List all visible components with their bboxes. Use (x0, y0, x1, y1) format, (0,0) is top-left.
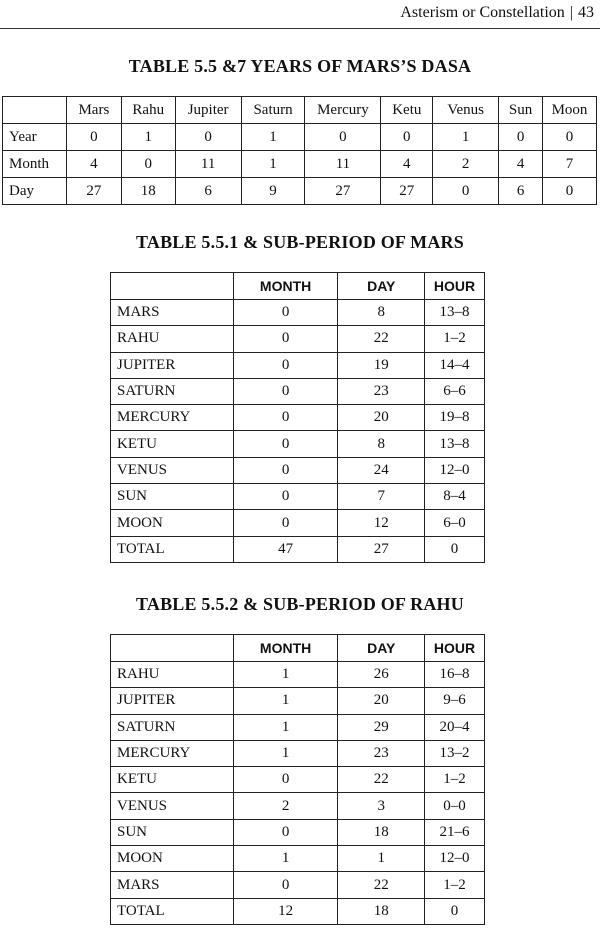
table-row (111, 326, 485, 352)
table-cell: 1 (241, 124, 305, 151)
table-cell: 1 (241, 151, 305, 178)
day-cell: 22 (338, 326, 425, 352)
hour-cell: 13–8 (425, 300, 485, 326)
hour-cell: 16–8 (425, 662, 485, 688)
table-cell: 18 (121, 178, 175, 205)
month-cell: 0 (233, 378, 338, 404)
day-cell: 3 (338, 793, 425, 819)
planet-name: SATURN (111, 378, 234, 404)
table-row (111, 793, 485, 819)
total-row (111, 536, 485, 562)
column-header: Mercury (305, 97, 381, 124)
table-row (111, 740, 485, 766)
planet-name: MERCURY (111, 740, 234, 766)
table-cell: 0 (121, 151, 175, 178)
page-number: 43 (578, 4, 594, 21)
table-cell: 4 (66, 151, 121, 178)
dasa-header-row (3, 97, 597, 124)
mars-sub-period-table (110, 272, 485, 563)
hour-cell: 6–6 (425, 378, 485, 404)
total-label: TOTAL (111, 536, 234, 562)
month-cell: 0 (233, 431, 338, 457)
table-cell: 2 (433, 151, 499, 178)
month-cell: 0 (233, 819, 338, 845)
table-5-5-1-title: TABLE 5.5.1 & SUB-PERIOD OF MARS (136, 232, 464, 252)
column-header: Venus (433, 97, 499, 124)
table-row (111, 405, 485, 431)
month-cell: 0 (233, 767, 338, 793)
planet-name: SUN (111, 819, 234, 845)
column-header: Jupiter (175, 97, 241, 124)
table-row (111, 300, 485, 326)
day-cell: 1 (338, 846, 425, 872)
table-cell: 0 (66, 124, 121, 151)
column-header (111, 273, 234, 300)
column-header: Ketu (381, 97, 433, 124)
day-cell: 20 (338, 405, 425, 431)
planet-name: SATURN (111, 714, 234, 740)
header-rule (0, 28, 600, 29)
planet-name: KETU (111, 431, 234, 457)
table-row (3, 124, 597, 151)
table-row (111, 378, 485, 404)
rahu-sub-period-table (110, 634, 485, 925)
month-cell: 12 (233, 898, 338, 924)
table-cell: 11 (175, 151, 241, 178)
day-cell: 20 (338, 688, 425, 714)
planet-name: MOON (111, 510, 234, 536)
month-cell: 0 (233, 300, 338, 326)
table-5-5-2-title: TABLE 5.5.2 & SUB-PERIOD OF RAHU (136, 594, 464, 614)
day-cell: 26 (338, 662, 425, 688)
month-cell: 0 (233, 457, 338, 483)
chapter-title: Asterism or Constellation (400, 4, 565, 21)
day-cell: 8 (338, 300, 425, 326)
month-cell: 1 (233, 740, 338, 766)
table-row (111, 819, 485, 845)
column-header: DAY (338, 273, 425, 300)
row-label: Day (3, 178, 67, 205)
column-header: Rahu (121, 97, 175, 124)
hour-cell: 12–0 (425, 457, 485, 483)
table-row (111, 846, 485, 872)
planet-name: MARS (111, 300, 234, 326)
day-cell: 18 (338, 819, 425, 845)
total-label: TOTAL (111, 898, 234, 924)
column-header: Sun (499, 97, 543, 124)
month-cell: 2 (233, 793, 338, 819)
day-cell: 7 (338, 484, 425, 510)
day-cell: 23 (338, 740, 425, 766)
table-row (111, 510, 485, 536)
table-cell: 0 (543, 124, 597, 151)
table-cell: 6 (175, 178, 241, 205)
planet-name: SUN (111, 484, 234, 510)
row-label: Month (3, 151, 67, 178)
hour-cell: 9–6 (425, 688, 485, 714)
table-cell: 0 (305, 124, 381, 151)
sub-header-row (111, 273, 485, 300)
planet-name: RAHU (111, 662, 234, 688)
day-cell: 27 (338, 536, 425, 562)
column-header: MONTH (233, 635, 338, 662)
table-cell: 0 (381, 124, 433, 151)
planet-name: MARS (111, 872, 234, 898)
month-cell: 0 (233, 352, 338, 378)
sub-header-row (111, 635, 485, 662)
hour-cell: 1–2 (425, 767, 485, 793)
month-cell: 1 (233, 714, 338, 740)
day-cell: 22 (338, 767, 425, 793)
table-cell: 7 (543, 151, 597, 178)
table-cell: 0 (433, 178, 499, 205)
hour-cell: 20–4 (425, 714, 485, 740)
day-cell: 8 (338, 431, 425, 457)
running-head (400, 0, 594, 26)
hour-cell: 0 (425, 536, 485, 562)
month-cell: 1 (233, 846, 338, 872)
table-cell: 11 (305, 151, 381, 178)
table-row (111, 352, 485, 378)
hour-cell: 8–4 (425, 484, 485, 510)
column-header: DAY (338, 635, 425, 662)
hour-cell: 0–0 (425, 793, 485, 819)
table-cell: 4 (381, 151, 433, 178)
hour-cell: 19–8 (425, 405, 485, 431)
table-cell: 9 (241, 178, 305, 205)
table-row (3, 178, 597, 205)
month-cell: 0 (233, 872, 338, 898)
hour-cell: 13–8 (425, 431, 485, 457)
table-row (3, 151, 597, 178)
table-row (111, 431, 485, 457)
hour-cell: 1–2 (425, 872, 485, 898)
table-cell: 27 (66, 178, 121, 205)
column-header: Moon (543, 97, 597, 124)
table-row (111, 767, 485, 793)
table-row (111, 457, 485, 483)
header-separator: | (569, 4, 573, 21)
table-cell: 6 (499, 178, 543, 205)
day-cell: 29 (338, 714, 425, 740)
hour-cell: 14–4 (425, 352, 485, 378)
column-header: HOUR (425, 635, 485, 662)
month-cell: 1 (233, 662, 338, 688)
month-cell: 0 (233, 405, 338, 431)
table-cell: 0 (543, 178, 597, 205)
table-cell: 0 (175, 124, 241, 151)
month-cell: 0 (233, 510, 338, 536)
table-cell: 4 (499, 151, 543, 178)
table-cell: 0 (499, 124, 543, 151)
month-cell: 47 (233, 536, 338, 562)
month-cell: 1 (233, 688, 338, 714)
column-header: HOUR (425, 273, 485, 300)
hour-cell: 12–0 (425, 846, 485, 872)
hour-cell: 1–2 (425, 326, 485, 352)
day-cell: 19 (338, 352, 425, 378)
column-header: Saturn (241, 97, 305, 124)
planet-name: JUPITER (111, 352, 234, 378)
table-cell: 1 (433, 124, 499, 151)
column-header (3, 97, 67, 124)
table-cell: 27 (305, 178, 381, 205)
mars-dasa-table (2, 96, 597, 205)
table-row (111, 484, 485, 510)
day-cell: 12 (338, 510, 425, 536)
column-header (111, 635, 234, 662)
hour-cell: 6–0 (425, 510, 485, 536)
planet-name: JUPITER (111, 688, 234, 714)
hour-cell: 21–6 (425, 819, 485, 845)
table-row (111, 688, 485, 714)
hour-cell: 13–2 (425, 740, 485, 766)
total-row (111, 898, 485, 924)
table-cell: 1 (121, 124, 175, 151)
planet-name: VENUS (111, 793, 234, 819)
planet-name: MOON (111, 846, 234, 872)
planet-name: KETU (111, 767, 234, 793)
day-cell: 22 (338, 872, 425, 898)
column-header: MONTH (233, 273, 338, 300)
table-cell: 27 (381, 178, 433, 205)
planet-name: VENUS (111, 457, 234, 483)
table-row (111, 714, 485, 740)
column-header: Mars (66, 97, 121, 124)
day-cell: 23 (338, 378, 425, 404)
table-row (111, 872, 485, 898)
planet-name: MERCURY (111, 405, 234, 431)
month-cell: 0 (233, 484, 338, 510)
hour-cell: 0 (425, 898, 485, 924)
planet-name: RAHU (111, 326, 234, 352)
day-cell: 18 (338, 898, 425, 924)
table-5-5-title: TABLE 5.5 &7 YEARS OF MARS’S DASA (128, 56, 472, 76)
row-label: Year (3, 124, 67, 151)
month-cell: 0 (233, 326, 338, 352)
day-cell: 24 (338, 457, 425, 483)
table-row (111, 662, 485, 688)
